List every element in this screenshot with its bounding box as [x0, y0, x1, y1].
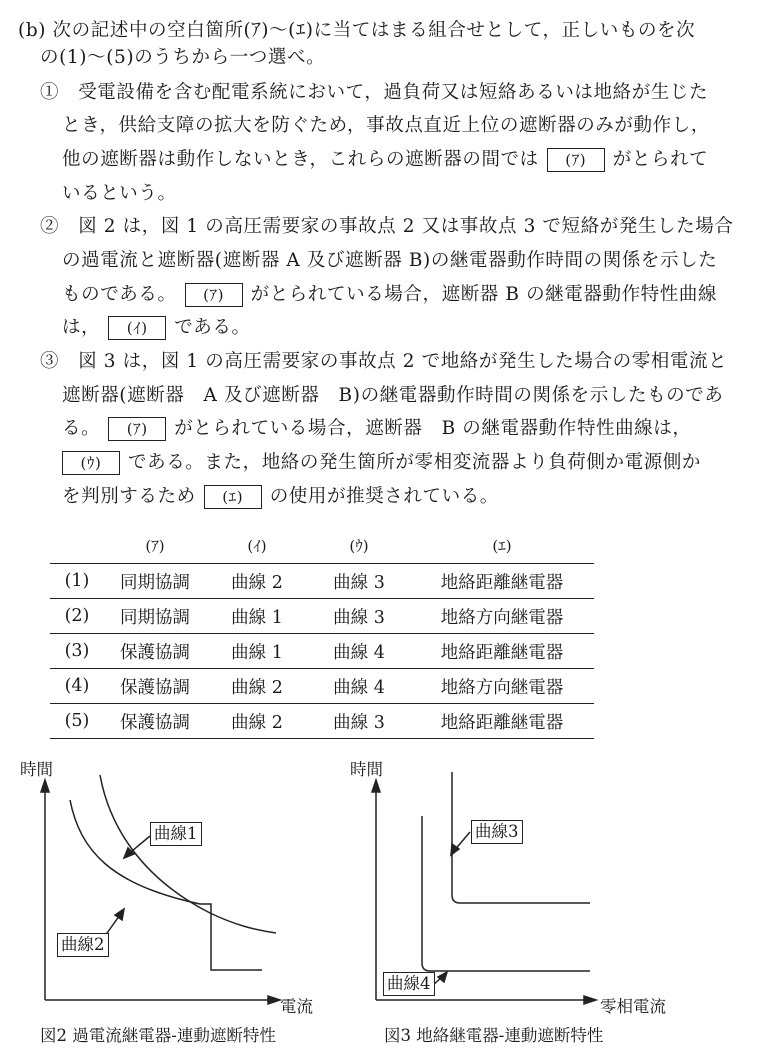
choice-number: (4): [50, 669, 104, 704]
fig3-y-arrowhead: [372, 780, 380, 792]
choice-cell: 地絡方向継電器: [410, 599, 594, 634]
choice-number: (1): [50, 564, 104, 599]
curve4-label: 曲線4: [383, 972, 435, 996]
statement2-text-c: は，: [62, 317, 101, 338]
statement3-text-a: る。: [62, 418, 101, 439]
choice-cell: 曲線 3: [308, 599, 410, 634]
statement1-line2: とき，供給支障の拡大を防ぐため，事故点直近上位の遮断器のみが動作し，: [62, 115, 710, 136]
choice-cell: 保護協調: [104, 634, 206, 669]
choice-number: (5): [50, 704, 104, 739]
statement3-text-b: がとられている場合，遮断器 B の継電器動作特性曲線は，: [174, 418, 692, 439]
header-cell: (ｴ): [410, 527, 594, 564]
statement1-line1: ① 受電設備を含む配電系統において，過負荷又は短絡あるいは地絡が生じた: [40, 82, 709, 103]
curve1-label: 曲線1: [150, 822, 202, 846]
statement2-text-a: ものである。: [62, 284, 177, 305]
fig2-caption: 図2 過電流継電器-連動遮断特性: [40, 1026, 276, 1045]
choice-cell: 曲線 2: [206, 704, 308, 739]
choice-cell: 同期協調: [104, 564, 206, 599]
curve4-arrowhead: [438, 972, 447, 982]
statement1-line4: いるという。: [62, 183, 177, 204]
statement2-line2: の過電流と遮断器(遮断器 A 及び遮断器 B)の継電器動作時間の関係を示した: [62, 250, 718, 271]
blank-a-box: (ｱ): [547, 148, 605, 172]
fig3-y-axis-label: 時間: [350, 760, 383, 779]
question-intro-line1: (b) 次の記述中の空白箇所(ｱ)～(ｴ)に当てはまる組合せとして，正しいものを次: [18, 20, 696, 41]
choice-cell: 曲線 2: [206, 564, 308, 599]
fig3-caption: 図3 地絡継電器-連動遮断特性: [384, 1026, 604, 1045]
statement1-text-a: 他の遮断器は動作しないとき，これらの遮断器の間では: [62, 149, 539, 170]
choice-cell: 曲線 2: [206, 669, 308, 704]
choice-number: (3): [50, 634, 104, 669]
choice-cell: 曲線 3: [308, 704, 410, 739]
curve2-label: 曲線2: [57, 933, 109, 957]
statement2-text-b: がとられている場合，遮断器 B の継電器動作特性曲線: [250, 284, 718, 305]
statement3-text-c: である。また，地絡の発生箇所が零相変流器より負荷側か電源側か: [128, 452, 702, 473]
choice-cell: 曲線 4: [308, 634, 410, 669]
fig2-y-axis-label: 時間: [20, 760, 53, 779]
blank-e-box: (ｴ): [204, 485, 262, 509]
statement3-text-d: を判別するため: [62, 486, 196, 507]
choice-cell: 保護協調: [104, 669, 206, 704]
blank-a-box: (ｱ): [108, 417, 166, 441]
header-cell: (ｱ): [104, 527, 206, 564]
statement1-text-b: がとられて: [612, 149, 709, 170]
choice-cell: 地絡方向継電器: [410, 669, 594, 704]
choice-cell: 地絡距離継電器: [410, 564, 594, 599]
fig3-x-arrowhead: [584, 996, 596, 1004]
choice-cell: 同期協調: [104, 599, 206, 634]
statement2-line1: ② 図 2 は，図 1 の高圧需要家の事故点 2 又は事故点 3 で短絡が発生した場合: [40, 216, 734, 237]
statement3-text-e: の使用が推奨されている。: [269, 486, 499, 507]
blank-u-box: (ｳ): [62, 451, 120, 475]
curve3-label: 曲線3: [471, 820, 523, 844]
fig3-x-axis-label: 零相電流: [600, 997, 666, 1016]
choice-cell: 曲線 1: [206, 634, 308, 669]
choice-cell: 地絡距離継電器: [410, 704, 594, 739]
choice-cell: 曲線 4: [308, 669, 410, 704]
statement3-line2: 遮断器(遮断器 A 及び遮断器 B)の継電器動作時間の関係を示したものであ: [62, 385, 724, 406]
header-cell: (ｳ): [308, 527, 410, 564]
choice-cell: 地絡距離継電器: [410, 634, 594, 669]
choice-cell: 曲線 3: [308, 564, 410, 599]
choice-number: (2): [50, 599, 104, 634]
statement3-line1: ③ 図 3 は，図 1 の高圧需要家の事故点 2 で地絡が発生した場合の零相電流と: [40, 351, 728, 372]
statement2-text-d: である。: [174, 317, 251, 338]
blank-i-box: (ｲ): [108, 316, 166, 340]
header-cell: (ｲ): [206, 527, 308, 564]
choice-cell: 保護協調: [104, 704, 206, 739]
blank-a-box: (ｱ): [185, 283, 243, 307]
fig2-x-axis-label: 電流: [280, 997, 313, 1016]
question-intro-line2: の(1)～(5)のうちから一つ選べ。: [40, 47, 326, 68]
choice-cell: 曲線 1: [206, 599, 308, 634]
